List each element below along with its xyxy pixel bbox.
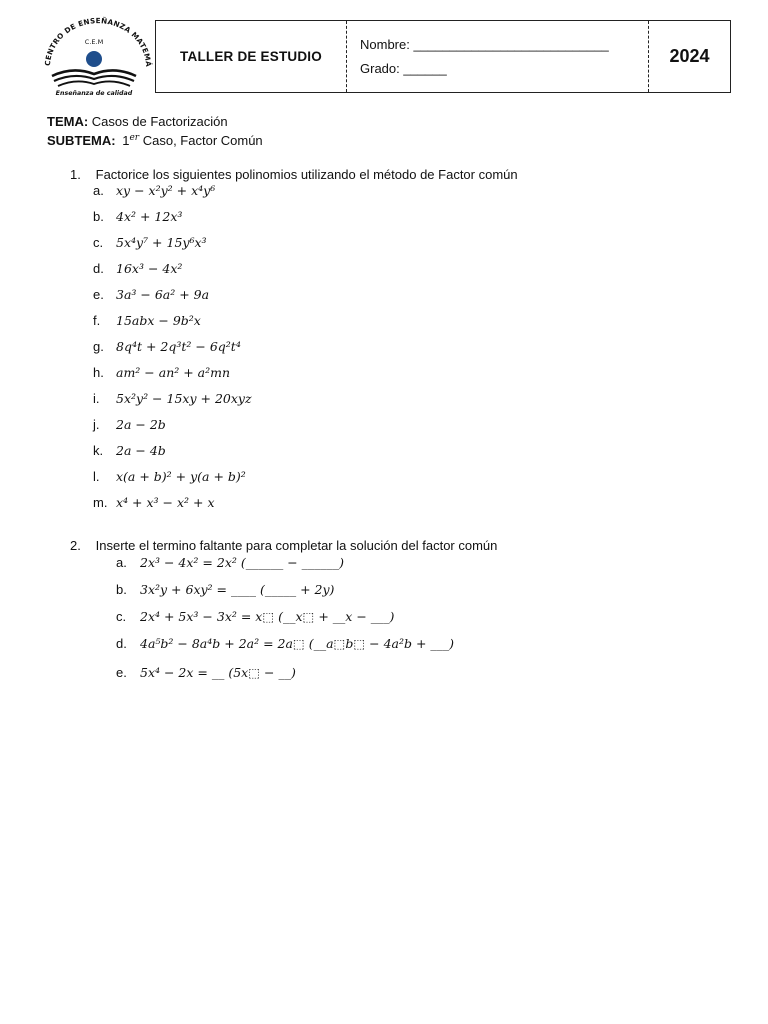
list-item: c. 5x⁴y⁷ + 15y⁶x³ [93,235,207,250]
list-item: b. 4x² + 12x³ [93,209,183,224]
subtema-line [47,130,263,149]
worksheet-title: TALLER DE ESTUDIO [180,49,322,64]
question-2-number: 2. [70,538,81,553]
question-1-heading [70,167,518,182]
subtema-superscript: er [129,133,140,143]
list-item: a. 2x³ − 4x² = 2x² (______ − ______) [116,555,345,570]
school-logo [36,14,154,100]
worksheet-header [155,20,731,93]
list-item: a. xy − x²y² + x⁴y⁶ [93,183,216,198]
question-1-text: Factorice los siguientes polinomios utilizando el método de Factor común [95,167,518,182]
question-2-text: Inserte el termino faltante para completar la solución del factor común [95,538,498,553]
tema-label: TEMA: [47,114,89,129]
list-item: d. 4a⁵b² − 8a⁴b + 2a² = 2a⬚ (__a⬚b⬚ − 4a²b + ___) [116,636,455,651]
topic-block [47,113,263,149]
student-fields [346,21,649,92]
tema-value: Casos de Factorización [91,114,228,129]
list-item: c. 2x⁴ + 5x³ − 3x² = x⬚ (__x⬚ + __x − ___) [116,609,395,624]
list-item: j. 2a − 2b [93,417,166,432]
question-2-heading [70,538,497,553]
logo-motto: Enseñanza de calidad [55,90,133,97]
list-item: e. 5x⁴ − 2x = __ (5x⬚ − __) [116,665,296,680]
list-item: g. 8q⁴t + 2q³t² − 6q²t⁴ [93,339,241,354]
subtema-label: SUBTEMA: [47,133,116,148]
logo-arc-text: CENTRO DE ENSEÑANZA MATEMÁ [42,16,154,67]
list-item: m. x⁴ + x³ − x² + x [93,495,215,510]
subtema-number: 1 [122,133,130,148]
logo-acronym: C.E.M [84,38,104,46]
list-item: e. 3a³ − 6a² + 9a [93,287,210,302]
list-item: i. 5x²y² − 15xy + 20xyz [93,391,252,406]
subtema-value: Caso, Factor Común [142,133,263,148]
list-item: l. x(a + b)² + y(a + b)² [93,469,246,484]
year-label: 2024 [669,46,710,66]
list-item: h. am² − an² + a²mn [93,365,231,380]
tema-line [47,113,263,130]
list-item: d. 16x³ − 4x² [93,261,183,276]
list-item: b. 3x²y + 6xy² = ____ (_____ + 2y) [116,582,335,597]
grade-field: Grado: ______ [360,61,447,76]
logo-emblem-icon [36,14,154,100]
list-item: k. 2a − 4b [93,443,166,458]
logo-dot-icon [86,51,102,67]
question-1-number: 1. [70,167,81,182]
list-item: f. 15abx − 9b²x [93,313,201,328]
name-field: Nombre: ___________________________ [360,37,609,52]
